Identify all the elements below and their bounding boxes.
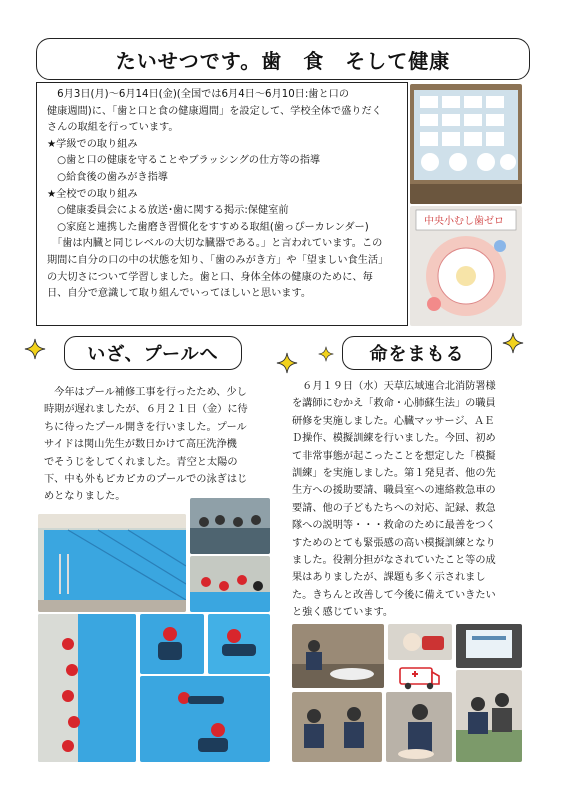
cpr-training-photo-1: [292, 624, 384, 688]
calendar-poster-photo: [410, 206, 522, 326]
safety-line: 要請、他の子どもたちへの対応、記録、救急: [292, 502, 496, 514]
safety-line: 果はありましたが、課題も多く示されまし: [292, 572, 486, 584]
intro-box: [36, 82, 408, 326]
swimming-photo-3: [140, 676, 270, 762]
pool-entry-photo: [38, 614, 136, 762]
sparkle-icon: [318, 346, 334, 362]
safety-line: すためのとても緊張感の高い模擬訓練となり: [292, 537, 496, 549]
dental-board-photo: [410, 84, 522, 204]
title-banner: [36, 38, 530, 80]
swimming-photo-2: [208, 614, 270, 674]
ambulance-icon: [398, 664, 442, 692]
intro-line: ○歯と口の健康を守ることやブラッシングの仕方等の指導: [47, 155, 321, 167]
pool-heading: [64, 336, 242, 370]
safety-line: た。きちんと改善して今後に備えていきたい: [292, 589, 496, 601]
pool-line: でそうじをしてくれました。青空と太陽の: [44, 456, 238, 468]
pool-line: 時期が遅れましたが、６月２１日（金）に待: [44, 404, 248, 416]
safety-line: Ｄ操作、模擬訓練を行いました。今回、初め: [292, 433, 496, 445]
safety-line: ました。役割分担がなされていたこと等の成: [292, 555, 496, 567]
safety-line: て非常事態が起こったことを想定した「模擬: [292, 450, 496, 462]
pool-line: 今年はプール補修工事を行ったため、少し: [44, 387, 247, 398]
pool-line: サイドは関山先生が数日かけて高圧洗浄機: [44, 439, 237, 451]
intro-line: ★学級での取り組み: [47, 138, 138, 150]
pool-line: ちに待ったプール開きを行いました。プール: [44, 421, 247, 433]
safety-line: ６月１９日（水）天草広域連合北消防署様: [292, 381, 496, 392]
safety-line: 生方への援助要請、職員室への連絡救急車の: [292, 485, 496, 497]
cpr-instructor-photo: [386, 692, 452, 762]
intro-line: 「歯は内臓と同じレベルの大切な臓器である。」と言われています。この: [47, 238, 383, 250]
sparkle-icon: [276, 352, 298, 374]
safety-line: 訓練」を実施しました。第１発見者、他の先: [292, 468, 496, 480]
intro-line: 期間に自分の口の中の状態を知り、「歯のみがき方」や「望ましい食生活」: [47, 254, 389, 266]
empty-pool-photo: [38, 514, 186, 612]
sparkle-icon: [502, 332, 524, 354]
page-title: たいせつです。歯 食 そして健康: [115, 48, 451, 73]
swimming-photo-1: [140, 614, 204, 674]
safety-line: を講師にむかえ「救命・心肺蘇生法」の職員: [292, 398, 496, 410]
poolside-group-photo: [190, 498, 270, 554]
pool-heading-text: いざ、プールへ: [87, 344, 219, 365]
cpr-training-photo-2: [292, 692, 382, 762]
poolside-kids-photo: [190, 556, 270, 612]
safety-heading: [342, 336, 492, 370]
aed-training-photo: [456, 670, 522, 762]
poster-banner: 中央小むし歯ゼロ: [424, 216, 504, 227]
pool-body: [44, 384, 276, 506]
cpr-manikin-photo: [388, 624, 452, 660]
intro-line: ○健康委員会による放送･歯に関する掲示:保健室前: [47, 205, 289, 217]
safety-heading-text: 命をまもる: [369, 344, 465, 365]
safety-line: 研修を実施しました。心臓マッサージ、ＡＥ: [292, 415, 495, 427]
sparkle-icon: [24, 338, 46, 360]
intro-line: ○給食後の歯みがき指導: [47, 171, 168, 183]
safety-line: と強く感じています。: [292, 607, 394, 619]
intro-line: ★全校での取り組み: [47, 188, 138, 200]
pool-line: 下、中も外もピカピカのプールでの泳ぎはじ: [44, 474, 248, 486]
intro-line: 6月3日(月)～6月14日(金)(全国では6月4日～6月10日:歯と口の: [47, 89, 350, 100]
intro-line: 日、自分で意識して取り組んでいってほしいと思います。: [47, 288, 312, 300]
intro-line: の大切さについて学習しました。歯と口、身体全体の健康のために、毎: [47, 271, 373, 283]
intro-line: ○家庭と連携した歯磨き習慣化をすすめる取組(歯っぴーカレンダー): [47, 221, 369, 233]
presentation-screen-photo: [456, 624, 522, 668]
safety-body: [292, 378, 532, 622]
intro-line: 健康週間)に、「歯と口と食の健康週間」を設定して、学校全体で盛りだく: [47, 105, 382, 117]
intro-line: さんの取組を行っています。: [47, 122, 179, 134]
pool-line: めとなりました。: [44, 491, 126, 503]
safety-line: 隊への説明等・・・救命のために最善をつく: [292, 520, 496, 532]
